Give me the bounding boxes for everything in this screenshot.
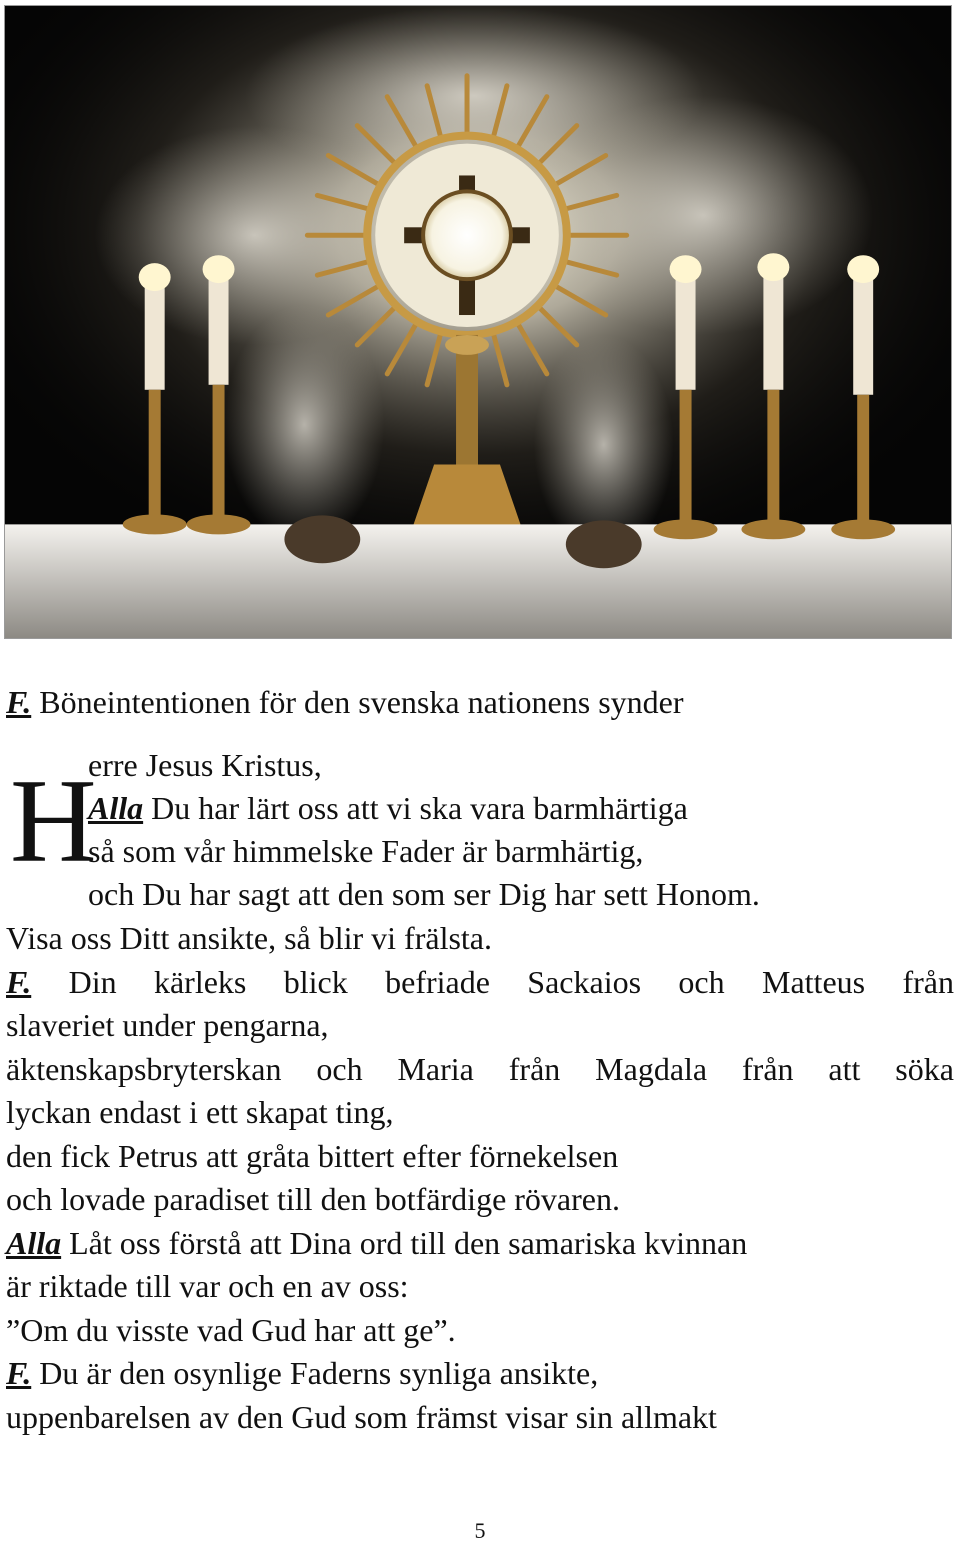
paragraph-line-9: ”Om du visste vad Gud har att ge”. [6, 1312, 456, 1348]
word: och [678, 964, 725, 1000]
paragraph-line-4: lyckan endast i ett skapat ting, [6, 1094, 394, 1130]
drop-cap: H [10, 754, 97, 887]
paragraph-line-6: och lovade paradiset till den botfärdige rövaren. [6, 1181, 620, 1217]
heading-text: Böneintentionen för den svenska nationens synder [39, 684, 684, 720]
word: från [902, 964, 954, 1000]
prayer-line-2 [88, 788, 688, 828]
prayer-line-1: erre Jesus Kristus, [88, 747, 322, 783]
monstrance-photo [4, 5, 952, 639]
prayer-line-2-text: Du har lärt oss att vi ska vara barmhärtiga [151, 790, 688, 826]
word: Sackaios [527, 964, 642, 1000]
word: Din [68, 964, 117, 1000]
paragraph-line-3 [6, 1049, 954, 1089]
paragraph-line-1 [6, 962, 954, 1002]
paragraph-line-11: uppenbarelsen av den Gud som främst visar sin allmakt [6, 1399, 717, 1435]
word: och [316, 1051, 363, 1087]
prayer-line-5: Visa oss Ditt ansikte, så blir vi frälsta. [6, 920, 492, 956]
alla-marker: Alla [88, 790, 144, 826]
f-marker: F. [6, 964, 32, 1000]
word: kärleks [153, 964, 247, 1000]
word: äktenskapsbryterskan [6, 1051, 282, 1087]
heading-line [6, 682, 684, 722]
page-number: 5 [474, 1518, 486, 1543]
word: att [828, 1051, 861, 1087]
word: från [508, 1051, 561, 1087]
word: blick [283, 964, 348, 1000]
word: från [742, 1051, 794, 1087]
paragraph-line-7 [6, 1223, 747, 1263]
paragraph-line-7-text: Låt oss förstå att Dina ord till den samariska kvinnan [69, 1225, 748, 1261]
word: Magdala [595, 1051, 708, 1087]
paragraph-line-10 [6, 1353, 598, 1393]
word: Maria [397, 1051, 474, 1087]
word: befriade [385, 964, 490, 1000]
paragraph-line-5: den fick Petrus att gråta bittert efter förnekelsen [6, 1138, 619, 1174]
prayer-line-4: och Du har sagt att den som ser Dig har sett Honom. [88, 876, 760, 912]
alla-marker: Alla [6, 1225, 62, 1261]
paragraph-line-8: är riktade till var och en av oss: [6, 1268, 409, 1304]
paragraph-line-10-text: Du är den osynlige Faderns synliga ansikte, [39, 1355, 599, 1391]
prayer-line-3: så som vår himmelske Fader är barmhärtig, [88, 833, 644, 869]
paragraph-line-2: slaveriet under pengarna, [6, 1007, 329, 1043]
word: Matteus [762, 964, 866, 1000]
monstrance-illustration [5, 6, 951, 638]
word: söka [895, 1051, 954, 1087]
f-marker: F. [6, 1355, 32, 1391]
heading-marker: F. [6, 684, 32, 720]
